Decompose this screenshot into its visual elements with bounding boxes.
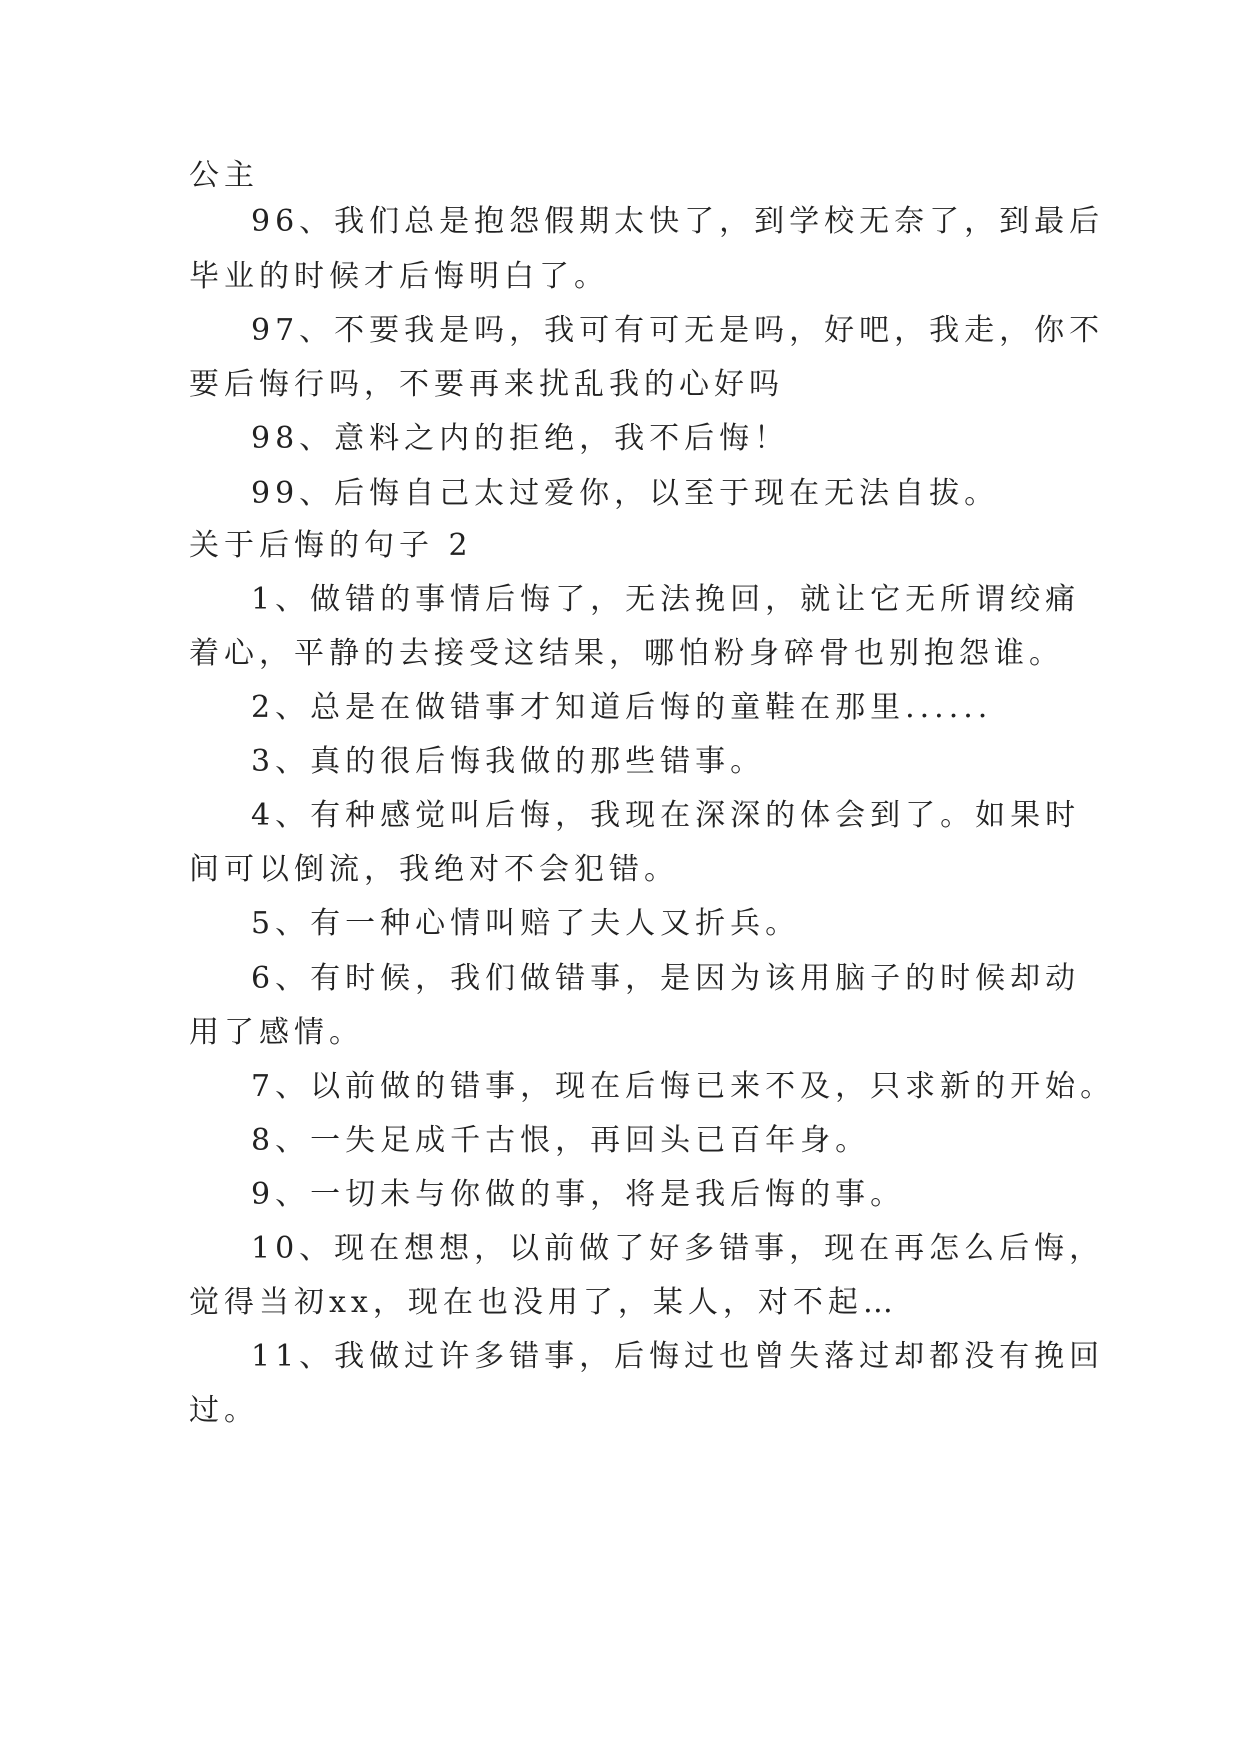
- text-line: 7、以前做的错事，现在后悔已来不及，只求新的开始。: [251, 1069, 1116, 1104]
- text-line: 过。: [189, 1393, 259, 1428]
- text-line: 5、有一种心情叫赔了夫人又折兵。: [251, 906, 801, 941]
- text-line: 公主: [189, 158, 259, 193]
- text-line: 3、真的很后悔我做的那些错事。: [251, 744, 766, 779]
- text-line: 98、意料之内的拒绝，我不后悔！: [251, 421, 790, 456]
- text-line: 1、做错的事情后悔了，无法挽回，就让它无所谓绞痛: [251, 582, 1081, 617]
- text-line: 8、一失足成千古恨，再回头已百年身。: [251, 1123, 871, 1158]
- text-line: 觉得当初xx，现在也没用了，某人，对不起…: [189, 1285, 898, 1320]
- text-line: 着心，平静的去接受这结果，哪怕粉身碎骨也别抱怨谁。: [189, 636, 1064, 671]
- text-line: 用了感情。: [189, 1015, 364, 1050]
- text-line: 间可以倒流，我绝对不会犯错。: [189, 852, 679, 887]
- text-line: 6、有时候，我们做错事，是因为该用脑子的时候却动: [251, 961, 1081, 996]
- text-line: 96、我们总是抱怨假期太快了，到学校无奈了，到最后: [251, 204, 1105, 239]
- text-line: 2、总是在做错事才知道后悔的童鞋在那里......: [251, 690, 993, 725]
- text-line: 10、现在想想，以前做了好多错事，现在再怎么后悔，: [251, 1231, 1105, 1266]
- text-line: 99、后悔自己太过爱你，以至于现在无法自拔。: [251, 476, 1000, 511]
- text-line: 11、我做过许多错事，后悔过也曾失落过却都没有挽回: [251, 1339, 1105, 1374]
- text-line: 要后悔行吗，不要再来扰乱我的心好吗: [189, 367, 784, 402]
- text-line: 9、一切未与你做的事，将是我后悔的事。: [251, 1177, 906, 1212]
- text-line: 4、有种感觉叫后悔，我现在深深的体会到了。如果时: [251, 798, 1081, 833]
- section-heading: 关于后悔的句子 2: [189, 528, 473, 563]
- text-line: 97、不要我是吗，我可有可无是吗，好吧，我走，你不: [251, 313, 1105, 348]
- text-line: 毕业的时候才后悔明白了。: [189, 259, 609, 294]
